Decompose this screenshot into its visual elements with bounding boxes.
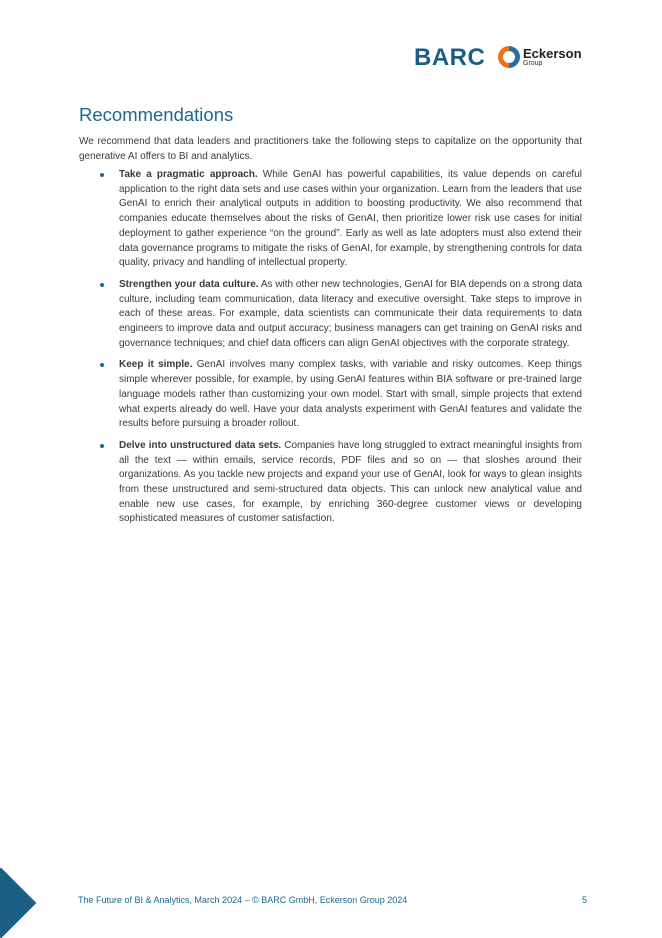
recommendation-heading: Delve into unstructured data sets.	[119, 439, 282, 451]
recommendation-item	[79, 439, 582, 527]
recommendations-list	[79, 168, 582, 534]
barc-logo: BARC	[414, 44, 486, 71]
recommendation-text: GenAI involves many complex tasks, with variable and risky outcomes. Keep things simple wherever possible, for example, by using GenAI features within BIA software or pre-trained large language models rather than customizing your own model. Start with small, simple projects that extend what experts already do well. Have your data analysts experiment with GenAI features and validate the results before pursuing a broader rollout.	[119, 359, 583, 430]
eckerson-logo-mark-icon	[498, 45, 520, 69]
intro-paragraph: We recommend that data leaders and practitioners take the following steps to capitalize on the opportunity that generative AI offers to BI and analytics.	[79, 136, 582, 162]
bullet-icon	[100, 283, 104, 287]
recommendation-text: Companies have long struggled to extract meaningful insights from all the text — within emails, service records, PDF files and so on — that sloshes around their organizations. As you tackle new projects and expand your use of GenAI, look for ways to glean insights from these unstructured and semi-structured data objects. This can unlock new analytical value and enable new use cases, for example, by enriching 360-degree customer views or developing sophisticated measures of customer satisfaction.	[119, 439, 582, 525]
footer-text: The Future of BI & Analytics, March 2024 – © BARC GmbH, Eckerson Group 2024	[78, 895, 408, 905]
recommendation-text: While GenAI has powerful capabilities, its value depends on careful application to the right data sets and use cases within your organization. Learn from the leaders that use GenAI to enrich their analytical outputs in addition to boosting productivity. We also recommend that companies educate themselves about the risks of GenAI, then prioritize lower risk use cases for initial deployment to gather experience “on the ground”. Early as well as late adopters must also extend their data governance programs to mitigate the risks of GenAI, for example, by strengthening controls for data quality, privacy and handling of intellectual property.	[119, 169, 582, 269]
recommendation-text: As with other new technologies, GenAI for BIA depends on a strong data culture, including team communication, data literacy and executive oversight. Take steps to improve in each of these areas. For example, data scientists can communicate their data requirements to data engineers to improve data and output accuracy; business managers can get training on GenAI risks and governance techniques; and chief data officers can align GenAI objectives with the corporate strategy.	[119, 278, 583, 349]
bullet-icon	[100, 444, 104, 448]
recommendation-heading: Keep it simple.	[119, 359, 193, 371]
eckerson-logo-sub: Group	[523, 60, 543, 67]
recommendation-item	[79, 358, 582, 432]
eckerson-logo-name: Eckerson	[523, 46, 582, 61]
corner-decoration	[0, 868, 36, 938]
header-logos	[414, 44, 586, 72]
page-number: 5	[582, 895, 588, 905]
bullet-icon	[100, 173, 104, 177]
recommendation-heading: Take a pragmatic approach.	[119, 169, 258, 180]
recommendation-item	[79, 168, 582, 271]
bullet-icon	[100, 363, 104, 367]
recommendation-heading: Strengthen your data culture.	[119, 278, 259, 290]
section-title: Recommendations	[79, 104, 234, 125]
recommendation-item	[79, 278, 582, 352]
